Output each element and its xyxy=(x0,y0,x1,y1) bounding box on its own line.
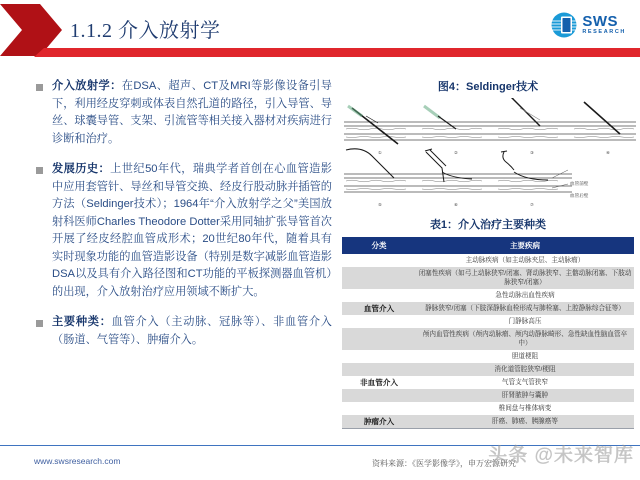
logo-subtext: RESEARCH xyxy=(582,29,626,36)
bullet-item-history xyxy=(36,161,332,301)
bullet-body: 上世纪50年代，瑞典学者首创在心血管造影中应用套管针、导丝和导管交换、经皮行股动脉并插管的方法（Seldinger技术）；1964年“介入放射学之父”美国放射科医师Charles Theodore Dotter采用同轴扩张导管首次开展了经皮经腔血管成形术；20世纪80年代，随着具有实时现象功能的血管造影设备（特别是数字减影血管造影DSA以及具有介入路径图和CT功能的平板探测器血管机）的出现，介入放射治疗应用领域不断扩大。 xyxy=(52,163,332,298)
cell-category xyxy=(342,254,416,267)
left-content-column xyxy=(36,78,332,362)
sws-research-logo xyxy=(551,12,626,38)
svg-text:③: ③ xyxy=(530,150,534,155)
cell-disease: 消化道管腔狭窄/梗阻 xyxy=(416,363,634,376)
table-row xyxy=(342,376,634,389)
bullet-label: 发展历史： xyxy=(52,163,111,175)
cell-disease: 气管支气管狭窄 xyxy=(416,376,634,389)
cell-disease: 急性动脉出血性疾病 xyxy=(416,289,634,302)
bullet-label: 主要种类： xyxy=(52,316,112,328)
svg-text:②: ② xyxy=(454,150,458,155)
footer-website-url[interactable]: www.swsresearch.com xyxy=(34,456,121,466)
sws-globe-icon xyxy=(551,12,577,38)
footer-source-citation: 资料来源：《医学影像学》，申万宏源研究 xyxy=(372,459,516,468)
bullet-paragraph xyxy=(52,78,332,148)
cell-disease: 肝癌、肺癌、胰腺癌等 xyxy=(416,415,634,429)
cell-category xyxy=(342,328,416,350)
cell-category xyxy=(342,289,416,302)
column-header-category: 分类 xyxy=(342,237,416,254)
cell-disease: 闭塞性疾病（如弓上动脉狭窄/闭塞、肾动脉狭窄、主髂动脉闭塞、下肢动脉狭窄/闭塞） xyxy=(416,267,634,289)
bullet-body: 血管介入（主动脉、冠脉等）、非血管介入（肠道、气管等）、肿瘤介入。 xyxy=(52,316,332,346)
cell-disease: 静脉狭窄/闭塞（下肢深静脉血栓形成与肺栓塞、上腔静脉综合征等） xyxy=(416,302,634,315)
cell-category xyxy=(342,402,416,415)
page-title: 1.1.2 介入放射学 xyxy=(70,20,221,42)
watermark-text: 头条 @未来智库 xyxy=(488,445,634,466)
svg-text:⑥: ⑥ xyxy=(454,202,458,207)
table-row xyxy=(342,315,634,328)
header-red-bar xyxy=(34,48,640,57)
cell-category: 非血管介入 xyxy=(342,376,416,389)
bullet-square-icon xyxy=(36,84,43,91)
svg-text:④: ④ xyxy=(606,150,610,155)
cell-category: 血管介入 xyxy=(342,302,416,315)
cell-disease: 门静脉高压 xyxy=(416,315,634,328)
table-header-row xyxy=(342,237,634,254)
cell-disease: 颅内血管性疾病（颅内动脉瘤、颅内动静脉畸形、急性缺血性脑血管卒中） xyxy=(416,328,634,350)
figure-title: 图4：Seldinger技术 xyxy=(437,81,539,93)
logo-wordmark: SWS xyxy=(582,13,618,31)
table-title: 表1：介入治疗主要种类 xyxy=(429,219,547,231)
label-posterior-vessel-wall: 血管后壁 xyxy=(570,193,589,198)
table-row xyxy=(342,363,634,376)
column-header-disease: 主要疾病 xyxy=(416,237,634,254)
cell-disease: 肝肾脓肿与囊肿 xyxy=(416,389,634,402)
intervention-classification-table xyxy=(342,237,634,429)
cell-category: 肿瘤介入 xyxy=(342,415,416,429)
label-anterior-vessel-wall: 血管前壁 xyxy=(570,181,589,186)
table-row xyxy=(342,328,634,350)
slide-header xyxy=(0,0,640,62)
right-content-column xyxy=(340,78,636,429)
seldinger-technique-diagram xyxy=(340,98,636,208)
bullet-item-main-types xyxy=(36,314,332,349)
cell-disease: 椎间盘与椎体病变 xyxy=(416,402,634,415)
bullet-body: 在DSA、超声、CT及MRI等影像设备引导下，利用经皮穿刺或体表自然孔道的路径，引入导管、导丝、球囊导管、支架、引流管等相关接入器材对疾病进行诊断和治疗。 xyxy=(52,80,332,145)
cell-disease: 胆道梗阻 xyxy=(416,350,634,363)
bullet-label: 介入放射学： xyxy=(52,80,122,92)
bullet-paragraph xyxy=(52,314,332,349)
table-row xyxy=(342,350,634,363)
bullet-square-icon xyxy=(36,320,43,327)
bullet-square-icon xyxy=(36,167,43,174)
cell-disease: 主动脉疾病（如主动脉夹层、主动脉瘤） xyxy=(416,254,634,267)
cell-category xyxy=(342,389,416,402)
table-row xyxy=(342,254,634,267)
table-row xyxy=(342,289,634,302)
svg-text:⑤: ⑤ xyxy=(378,202,382,207)
table-row xyxy=(342,402,634,415)
table-row xyxy=(342,267,634,289)
table-row xyxy=(342,415,634,429)
cell-category xyxy=(342,350,416,363)
table-row xyxy=(342,302,634,315)
cell-category xyxy=(342,363,416,376)
bullet-paragraph xyxy=(52,161,332,301)
seldinger-diagram-svg xyxy=(340,98,636,208)
table-row xyxy=(342,389,634,402)
cell-category xyxy=(342,267,416,289)
svg-text:①: ① xyxy=(378,150,382,155)
svg-text:⑦: ⑦ xyxy=(530,202,534,207)
cell-category xyxy=(342,315,416,328)
bullet-item-definition xyxy=(36,78,332,148)
